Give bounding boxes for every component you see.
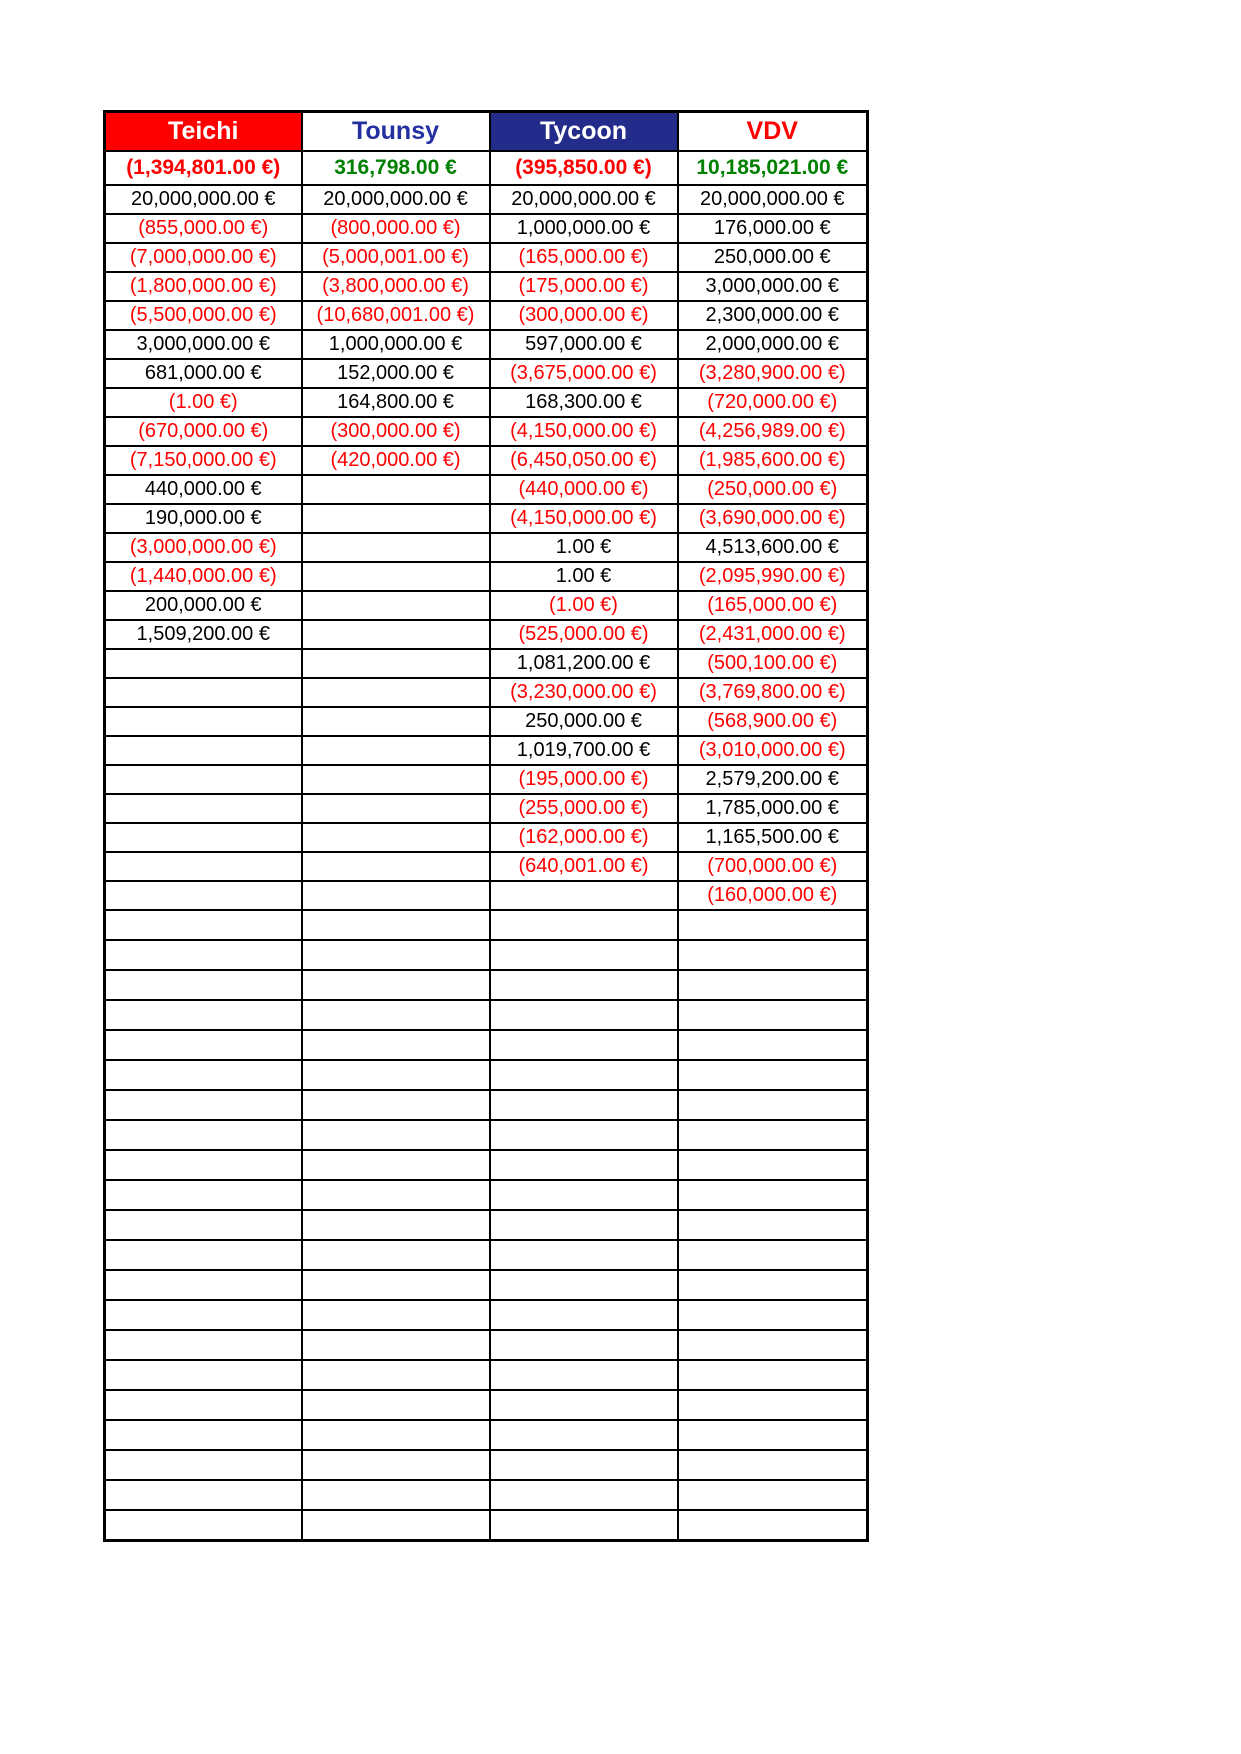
row-11-cell-tycoon: (440,000.00 €): [490, 475, 678, 504]
data-row-17: [105, 649, 868, 678]
empty-row-17: [105, 1390, 868, 1420]
empty-4-cell-tounsy: [302, 1000, 490, 1030]
empty-7-cell-vdv: [678, 1090, 868, 1120]
empty-6-cell-vdv: [678, 1060, 868, 1090]
empty-13-cell-vdv: [678, 1270, 868, 1300]
empty-6-cell-tounsy: [302, 1060, 490, 1090]
row-5-cell-teichi: (5,500,000.00 €): [105, 301, 302, 330]
empty-14-cell-vdv: [678, 1300, 868, 1330]
column-header-tycoon: Tycoon: [490, 112, 678, 152]
row-18-cell-teichi: [105, 678, 302, 707]
row-5-cell-vdv: 2,300,000.00 €: [678, 301, 868, 330]
empty-10-cell-tycoon: [490, 1180, 678, 1210]
row-14-cell-teichi: (1,440,000.00 €): [105, 562, 302, 591]
empty-10-cell-vdv: [678, 1180, 868, 1210]
empty-7-cell-tounsy: [302, 1090, 490, 1120]
empty-row-14: [105, 1300, 868, 1330]
empty-17-cell-vdv: [678, 1390, 868, 1420]
empty-2-cell-vdv: [678, 940, 868, 970]
empty-12-cell-vdv: [678, 1240, 868, 1270]
row-24-cell-teichi: [105, 852, 302, 881]
empty-2-cell-tycoon: [490, 940, 678, 970]
row-23-cell-vdv: 1,165,500.00 €: [678, 823, 868, 852]
row-23-cell-tounsy: [302, 823, 490, 852]
empty-6-cell-teichi: [105, 1060, 302, 1090]
row-11-cell-vdv: (250,000.00 €): [678, 475, 868, 504]
row-10-cell-tycoon: (6,450,050.00 €): [490, 446, 678, 475]
empty-9-cell-vdv: [678, 1150, 868, 1180]
row-16-cell-tycoon: (525,000.00 €): [490, 620, 678, 649]
empty-18-cell-vdv: [678, 1420, 868, 1450]
empty-13-cell-teichi: [105, 1270, 302, 1300]
totals-row: [105, 151, 868, 185]
row-7-cell-tycoon: (3,675,000.00 €): [490, 359, 678, 388]
empty-11-cell-tycoon: [490, 1210, 678, 1240]
empty-1-cell-teichi: [105, 910, 302, 940]
row-13-cell-tounsy: [302, 533, 490, 562]
row-13-cell-vdv: 4,513,600.00 €: [678, 533, 868, 562]
data-row-11: [105, 475, 868, 504]
row-6-cell-tounsy: 1,000,000.00 €: [302, 330, 490, 359]
row-2-cell-vdv: 176,000.00 €: [678, 214, 868, 243]
empty-row-18: [105, 1420, 868, 1450]
data-row-24: [105, 852, 868, 881]
empty-3-cell-tounsy: [302, 970, 490, 1000]
empty-row-5: [105, 1030, 868, 1060]
data-row-5: [105, 301, 868, 330]
empty-row-20: [105, 1480, 868, 1510]
empty-11-cell-teichi: [105, 1210, 302, 1240]
row-24-cell-vdv: (700,000.00 €): [678, 852, 868, 881]
row-22-cell-tounsy: [302, 794, 490, 823]
total-cell-tycoon: (395,850.00 €): [490, 151, 678, 185]
row-8-cell-tycoon: 168,300.00 €: [490, 388, 678, 417]
total-cell-tounsy: 316,798.00 €: [302, 151, 490, 185]
empty-3-cell-tycoon: [490, 970, 678, 1000]
data-row-7: [105, 359, 868, 388]
data-row-12: [105, 504, 868, 533]
row-17-cell-tycoon: 1,081,200.00 €: [490, 649, 678, 678]
column-header-tounsy: Tounsy: [302, 112, 490, 152]
empty-17-cell-tounsy: [302, 1390, 490, 1420]
data-row-15: [105, 591, 868, 620]
row-8-cell-tounsy: 164,800.00 €: [302, 388, 490, 417]
empty-21-cell-tounsy: [302, 1510, 490, 1541]
empty-row-3: [105, 970, 868, 1000]
empty-21-cell-tycoon: [490, 1510, 678, 1541]
row-12-cell-vdv: (3,690,000.00 €): [678, 504, 868, 533]
empty-8-cell-teichi: [105, 1120, 302, 1150]
data-row-22: [105, 794, 868, 823]
empty-7-cell-tycoon: [490, 1090, 678, 1120]
row-4-cell-teichi: (1,800,000.00 €): [105, 272, 302, 301]
empty-14-cell-tounsy: [302, 1300, 490, 1330]
row-19-cell-vdv: (568,900.00 €): [678, 707, 868, 736]
row-15-cell-teichi: 200,000.00 €: [105, 591, 302, 620]
empty-row-16: [105, 1360, 868, 1390]
row-21-cell-vdv: 2,579,200.00 €: [678, 765, 868, 794]
empty-17-cell-teichi: [105, 1390, 302, 1420]
empty-15-cell-teichi: [105, 1330, 302, 1360]
data-row-19: [105, 707, 868, 736]
empty-11-cell-vdv: [678, 1210, 868, 1240]
empty-10-cell-tounsy: [302, 1180, 490, 1210]
empty-row-6: [105, 1060, 868, 1090]
row-10-cell-vdv: (1,985,600.00 €): [678, 446, 868, 475]
empty-20-cell-tycoon: [490, 1480, 678, 1510]
empty-18-cell-tycoon: [490, 1420, 678, 1450]
row-10-cell-tounsy: (420,000.00 €): [302, 446, 490, 475]
empty-row-21: [105, 1510, 868, 1541]
row-4-cell-tycoon: (175,000.00 €): [490, 272, 678, 301]
row-14-cell-tycoon: 1.00 €: [490, 562, 678, 591]
row-20-cell-vdv: (3,010,000.00 €): [678, 736, 868, 765]
empty-16-cell-teichi: [105, 1360, 302, 1390]
row-16-cell-teichi: 1,509,200.00 €: [105, 620, 302, 649]
empty-row-13: [105, 1270, 868, 1300]
empty-15-cell-tycoon: [490, 1330, 678, 1360]
row-5-cell-tycoon: (300,000.00 €): [490, 301, 678, 330]
row-10-cell-teichi: (7,150,000.00 €): [105, 446, 302, 475]
empty-13-cell-tounsy: [302, 1270, 490, 1300]
empty-13-cell-tycoon: [490, 1270, 678, 1300]
empty-row-4: [105, 1000, 868, 1030]
empty-5-cell-vdv: [678, 1030, 868, 1060]
row-23-cell-tycoon: (162,000.00 €): [490, 823, 678, 852]
row-1-cell-tounsy: 20,000,000.00 €: [302, 185, 490, 214]
row-3-cell-teichi: (7,000,000.00 €): [105, 243, 302, 272]
row-15-cell-vdv: (165,000.00 €): [678, 591, 868, 620]
data-row-8: [105, 388, 868, 417]
row-11-cell-tounsy: [302, 475, 490, 504]
row-9-cell-teichi: (670,000.00 €): [105, 417, 302, 446]
empty-16-cell-vdv: [678, 1360, 868, 1390]
data-row-6: [105, 330, 868, 359]
data-row-10: [105, 446, 868, 475]
empty-row-12: [105, 1240, 868, 1270]
empty-3-cell-teichi: [105, 970, 302, 1000]
row-1-cell-tycoon: 20,000,000.00 €: [490, 185, 678, 214]
empty-20-cell-tounsy: [302, 1480, 490, 1510]
data-row-25: [105, 881, 868, 910]
empty-12-cell-tounsy: [302, 1240, 490, 1270]
row-24-cell-tycoon: (640,001.00 €): [490, 852, 678, 881]
empty-2-cell-teichi: [105, 940, 302, 970]
row-25-cell-tounsy: [302, 881, 490, 910]
row-3-cell-vdv: 250,000.00 €: [678, 243, 868, 272]
empty-4-cell-vdv: [678, 1000, 868, 1030]
row-14-cell-vdv: (2,095,990.00 €): [678, 562, 868, 591]
row-25-cell-teichi: [105, 881, 302, 910]
financial-table: [103, 110, 869, 1542]
empty-row-8: [105, 1120, 868, 1150]
empty-2-cell-tounsy: [302, 940, 490, 970]
row-4-cell-vdv: 3,000,000.00 €: [678, 272, 868, 301]
data-row-18: [105, 678, 868, 707]
row-3-cell-tycoon: (165,000.00 €): [490, 243, 678, 272]
row-7-cell-tounsy: 152,000.00 €: [302, 359, 490, 388]
empty-12-cell-tycoon: [490, 1240, 678, 1270]
empty-8-cell-tycoon: [490, 1120, 678, 1150]
empty-20-cell-vdv: [678, 1480, 868, 1510]
empty-8-cell-vdv: [678, 1120, 868, 1150]
empty-19-cell-tounsy: [302, 1450, 490, 1480]
row-2-cell-tycoon: 1,000,000.00 €: [490, 214, 678, 243]
row-16-cell-vdv: (2,431,000.00 €): [678, 620, 868, 649]
empty-row-19: [105, 1450, 868, 1480]
row-17-cell-vdv: (500,100.00 €): [678, 649, 868, 678]
row-22-cell-tycoon: (255,000.00 €): [490, 794, 678, 823]
empty-5-cell-tounsy: [302, 1030, 490, 1060]
row-9-cell-tounsy: (300,000.00 €): [302, 417, 490, 446]
empty-1-cell-tycoon: [490, 910, 678, 940]
empty-14-cell-teichi: [105, 1300, 302, 1330]
data-row-13: [105, 533, 868, 562]
empty-14-cell-tycoon: [490, 1300, 678, 1330]
table-body: [105, 151, 868, 1541]
data-row-9: [105, 417, 868, 446]
column-header-vdv: VDV: [678, 112, 868, 152]
empty-21-cell-teichi: [105, 1510, 302, 1541]
data-row-1: [105, 185, 868, 214]
row-22-cell-vdv: 1,785,000.00 €: [678, 794, 868, 823]
empty-row-10: [105, 1180, 868, 1210]
empty-row-15: [105, 1330, 868, 1360]
row-5-cell-tounsy: (10,680,001.00 €): [302, 301, 490, 330]
row-15-cell-tycoon: (1.00 €): [490, 591, 678, 620]
row-13-cell-tycoon: 1.00 €: [490, 533, 678, 562]
row-12-cell-tycoon: (4,150,000.00 €): [490, 504, 678, 533]
row-21-cell-tounsy: [302, 765, 490, 794]
empty-12-cell-teichi: [105, 1240, 302, 1270]
row-4-cell-tounsy: (3,800,000.00 €): [302, 272, 490, 301]
row-19-cell-tounsy: [302, 707, 490, 736]
empty-11-cell-tounsy: [302, 1210, 490, 1240]
row-6-cell-teichi: 3,000,000.00 €: [105, 330, 302, 359]
row-1-cell-teichi: 20,000,000.00 €: [105, 185, 302, 214]
empty-9-cell-teichi: [105, 1150, 302, 1180]
data-row-4: [105, 272, 868, 301]
row-9-cell-tycoon: (4,150,000.00 €): [490, 417, 678, 446]
column-header-teichi: Teichi: [105, 112, 302, 152]
data-row-21: [105, 765, 868, 794]
empty-10-cell-teichi: [105, 1180, 302, 1210]
row-8-cell-vdv: (720,000.00 €): [678, 388, 868, 417]
row-24-cell-tounsy: [302, 852, 490, 881]
row-16-cell-tounsy: [302, 620, 490, 649]
row-21-cell-teichi: [105, 765, 302, 794]
empty-1-cell-vdv: [678, 910, 868, 940]
empty-row-1: [105, 910, 868, 940]
row-17-cell-teichi: [105, 649, 302, 678]
empty-row-9: [105, 1150, 868, 1180]
empty-9-cell-tycoon: [490, 1150, 678, 1180]
row-13-cell-teichi: (3,000,000.00 €): [105, 533, 302, 562]
row-25-cell-tycoon: [490, 881, 678, 910]
row-18-cell-tounsy: [302, 678, 490, 707]
row-12-cell-teichi: 190,000.00 €: [105, 504, 302, 533]
row-2-cell-tounsy: (800,000.00 €): [302, 214, 490, 243]
empty-5-cell-tycoon: [490, 1030, 678, 1060]
data-row-2: [105, 214, 868, 243]
empty-9-cell-tounsy: [302, 1150, 490, 1180]
row-7-cell-vdv: (3,280,900.00 €): [678, 359, 868, 388]
row-23-cell-teichi: [105, 823, 302, 852]
row-8-cell-teichi: (1.00 €): [105, 388, 302, 417]
empty-16-cell-tycoon: [490, 1360, 678, 1390]
total-cell-vdv: 10,185,021.00 €: [678, 151, 868, 185]
empty-15-cell-tounsy: [302, 1330, 490, 1360]
row-15-cell-tounsy: [302, 591, 490, 620]
data-row-3: [105, 243, 868, 272]
empty-19-cell-tycoon: [490, 1450, 678, 1480]
row-3-cell-tounsy: (5,000,001.00 €): [302, 243, 490, 272]
empty-5-cell-teichi: [105, 1030, 302, 1060]
empty-19-cell-teichi: [105, 1450, 302, 1480]
data-row-16: [105, 620, 868, 649]
empty-16-cell-tounsy: [302, 1360, 490, 1390]
empty-row-11: [105, 1210, 868, 1240]
row-19-cell-teichi: [105, 707, 302, 736]
empty-15-cell-vdv: [678, 1330, 868, 1360]
row-25-cell-vdv: (160,000.00 €): [678, 881, 868, 910]
row-7-cell-teichi: 681,000.00 €: [105, 359, 302, 388]
empty-row-2: [105, 940, 868, 970]
data-row-20: [105, 736, 868, 765]
row-18-cell-vdv: (3,769,800.00 €): [678, 678, 868, 707]
empty-18-cell-teichi: [105, 1420, 302, 1450]
empty-19-cell-vdv: [678, 1450, 868, 1480]
row-20-cell-teichi: [105, 736, 302, 765]
row-2-cell-teichi: (855,000.00 €): [105, 214, 302, 243]
empty-20-cell-teichi: [105, 1480, 302, 1510]
row-9-cell-vdv: (4,256,989.00 €): [678, 417, 868, 446]
row-14-cell-tounsy: [302, 562, 490, 591]
empty-8-cell-tounsy: [302, 1120, 490, 1150]
empty-21-cell-vdv: [678, 1510, 868, 1541]
empty-1-cell-tounsy: [302, 910, 490, 940]
empty-18-cell-tounsy: [302, 1420, 490, 1450]
row-12-cell-tounsy: [302, 504, 490, 533]
total-cell-teichi: (1,394,801.00 €): [105, 151, 302, 185]
row-17-cell-tounsy: [302, 649, 490, 678]
header-row: [105, 112, 868, 152]
row-20-cell-tounsy: [302, 736, 490, 765]
empty-4-cell-teichi: [105, 1000, 302, 1030]
row-21-cell-tycoon: (195,000.00 €): [490, 765, 678, 794]
empty-6-cell-tycoon: [490, 1060, 678, 1090]
empty-4-cell-tycoon: [490, 1000, 678, 1030]
row-11-cell-teichi: 440,000.00 €: [105, 475, 302, 504]
row-6-cell-vdv: 2,000,000.00 €: [678, 330, 868, 359]
empty-row-7: [105, 1090, 868, 1120]
empty-3-cell-vdv: [678, 970, 868, 1000]
row-1-cell-vdv: 20,000,000.00 €: [678, 185, 868, 214]
data-row-23: [105, 823, 868, 852]
row-6-cell-tycoon: 597,000.00 €: [490, 330, 678, 359]
empty-7-cell-teichi: [105, 1090, 302, 1120]
row-22-cell-teichi: [105, 794, 302, 823]
empty-17-cell-tycoon: [490, 1390, 678, 1420]
row-20-cell-tycoon: 1,019,700.00 €: [490, 736, 678, 765]
data-row-14: [105, 562, 868, 591]
row-19-cell-tycoon: 250,000.00 €: [490, 707, 678, 736]
row-18-cell-tycoon: (3,230,000.00 €): [490, 678, 678, 707]
